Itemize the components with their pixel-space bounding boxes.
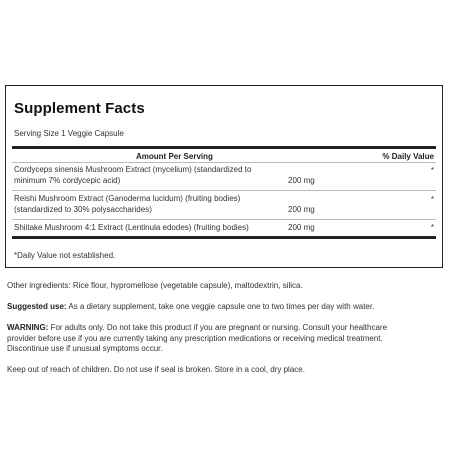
suggested-use-label: Suggested use: [7,302,67,311]
warning-line-2: provider before use if you are currently taking any prescription medications or receiving medical treatment. [7,333,383,343]
amount-per-serving-header: Amount Per Serving [136,152,213,161]
suggested-use-text: As a dietary supplement, take one veggie capsule one to two times per day with water. [68,302,375,311]
supplement-facts-panel [5,85,443,268]
ingredient-name: Shiitake Mushroom 4:1 Extract (Lentinula edodes) (fruiting bodies) [14,223,249,232]
supplement-facts-title: Supplement Facts [14,100,145,117]
ingredient-amount: 200 mg [288,176,315,185]
daily-value-marker: * [430,195,434,204]
ingredient-amount: 200 mg [288,205,315,214]
daily-value-marker: * [430,223,434,232]
footer-rule [12,236,436,239]
row-divider [12,162,436,163]
storage-instructions: Keep out of reach of children. Do not use if seal is broken. Store in a cool, dry place. [7,365,305,374]
ingredient-name: Reishi Mushroom Extract (Ganoderma lucidum) (fruiting bodies) (standardized to 30% polysaccharides) [14,194,241,214]
warning-line-3: Discontinue use if unusual symptoms occur. [7,344,163,353]
daily-value-marker: * [430,166,434,175]
daily-value-header: % Daily Value [382,152,434,161]
row-divider [12,190,436,191]
suggested-use [7,302,443,313]
warning-line-1: For adults only. Do not take this product if you are pregnant or nursing. Consult your healthcare [50,323,388,332]
serving-size: Serving Size 1 Veggie Capsule [14,129,124,138]
ingredient-name: Cordyceps sinensis Mushroom Extract (mycelium) (standardized to minimum 7% cordycepic acid) [14,165,252,185]
warning [7,323,443,355]
daily-value-footnote: *Daily Value not established. [14,251,116,260]
row-divider [12,219,436,220]
ingredient-amount: 200 mg [288,223,315,232]
header-rule [12,146,436,149]
other-ingredients: Other ingredients: Rice flour, hypromellose (vegetable capsule), maltodextrin, silica. [7,281,303,290]
warning-label: WARNING: [7,323,49,332]
